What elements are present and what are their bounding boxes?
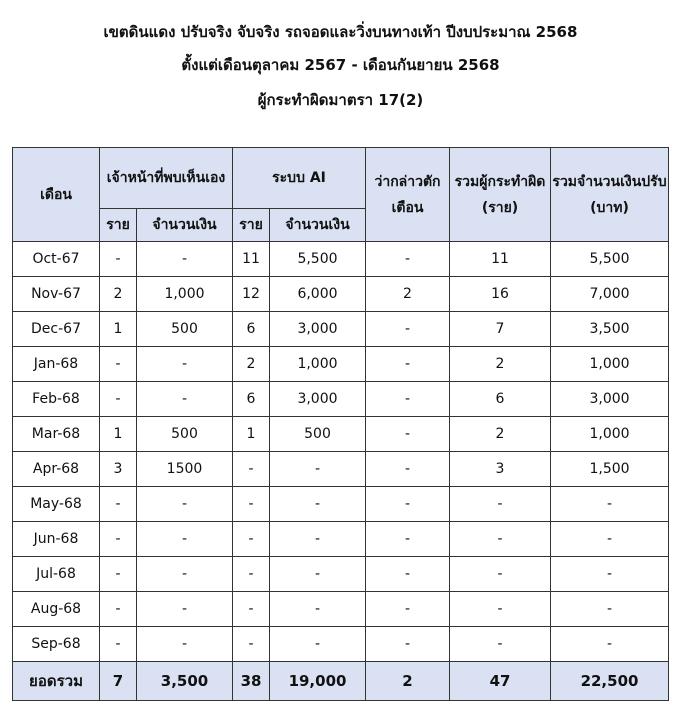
cell-total-amount: - xyxy=(551,557,669,592)
table-row xyxy=(13,487,669,522)
header-ai: ระบบ AI xyxy=(233,148,366,209)
cell-officer-amount: - xyxy=(137,382,233,417)
cell-warning: - xyxy=(366,452,450,487)
cell-officer-amount: - xyxy=(137,557,233,592)
cell-total-amount: 3,000 xyxy=(551,382,669,417)
cell-total-people: 16 xyxy=(450,277,551,312)
cell-officer-amount: 1,000 xyxy=(137,277,233,312)
cell-month: Dec-67 xyxy=(13,312,100,347)
cell-officer-cases: 1 xyxy=(100,312,137,347)
cell-officer-cases: - xyxy=(100,557,137,592)
cell-ai-cases: 11 xyxy=(233,242,270,277)
header-ai-amount: จำนวนเงิน xyxy=(270,209,366,242)
cell-ai-amount: 3,000 xyxy=(270,312,366,347)
cell-total-amount: - xyxy=(551,522,669,557)
cell-ai-amount: - xyxy=(270,487,366,522)
cell-warning: - xyxy=(366,312,450,347)
cell-month: Sep-68 xyxy=(13,627,100,662)
cell-month: Jul-68 xyxy=(13,557,100,592)
cell-warning: 2 xyxy=(366,277,450,312)
cell-month: Nov-67 xyxy=(13,277,100,312)
cell-ai-cases: - xyxy=(233,592,270,627)
cell-total-people: 2 xyxy=(450,347,551,382)
cell-total-amount: - xyxy=(551,487,669,522)
cell-ai-cases: 2 xyxy=(233,347,270,382)
table-row xyxy=(13,452,669,487)
cell-officer-amount: - xyxy=(137,242,233,277)
cell-month: Oct-67 xyxy=(13,242,100,277)
cell-total-amount: 1,000 xyxy=(551,417,669,452)
table-row xyxy=(13,347,669,382)
cell-officer-cases: - xyxy=(100,627,137,662)
cell-ai-cases: 6 xyxy=(233,382,270,417)
cell-month: May-68 xyxy=(13,487,100,522)
header-officer-amount: จำนวนเงิน xyxy=(137,209,233,242)
header-officer-cases: ราย xyxy=(100,209,137,242)
fines-table xyxy=(12,147,669,701)
cell-officer-amount: 500 xyxy=(137,312,233,347)
cell-officer-amount: - xyxy=(137,487,233,522)
cell-warning: - xyxy=(366,487,450,522)
table-row xyxy=(13,417,669,452)
header-total-people: รวมผู้กระทำผิด (ราย) xyxy=(450,148,551,242)
cell-total-people: 11 xyxy=(450,242,551,277)
cell-warning: - xyxy=(366,347,450,382)
cell-warning: - xyxy=(366,382,450,417)
cell-ai-cases: - xyxy=(233,522,270,557)
cell-officer-amount: - xyxy=(137,347,233,382)
cell-ai-cases: 6 xyxy=(233,312,270,347)
cell-warning: - xyxy=(366,592,450,627)
cell-total-amount: 7,000 xyxy=(551,277,669,312)
table-row xyxy=(13,592,669,627)
total-ai-cases: 38 xyxy=(233,662,270,701)
cell-ai-amount: - xyxy=(270,522,366,557)
cell-ai-cases: - xyxy=(233,557,270,592)
table-body xyxy=(13,242,669,662)
table-row xyxy=(13,557,669,592)
cell-total-amount: - xyxy=(551,627,669,662)
cell-ai-amount: 3,000 xyxy=(270,382,366,417)
table-row xyxy=(13,242,669,277)
cell-total-amount: 3,500 xyxy=(551,312,669,347)
cell-ai-amount: 6,000 xyxy=(270,277,366,312)
cell-ai-amount: 5,500 xyxy=(270,242,366,277)
cell-ai-amount: 500 xyxy=(270,417,366,452)
cell-total-people: 7 xyxy=(450,312,551,347)
cell-total-people: 3 xyxy=(450,452,551,487)
cell-total-people: - xyxy=(450,487,551,522)
total-label: ยอดรวม xyxy=(13,662,100,701)
cell-ai-amount: - xyxy=(270,627,366,662)
cell-total-people: - xyxy=(450,627,551,662)
total-row xyxy=(13,662,669,701)
cell-ai-amount: 1,000 xyxy=(270,347,366,382)
cell-total-amount: - xyxy=(551,592,669,627)
cell-month: Feb-68 xyxy=(13,382,100,417)
table-row xyxy=(13,382,669,417)
cell-month: Aug-68 xyxy=(13,592,100,627)
cell-warning: - xyxy=(366,522,450,557)
cell-ai-amount: - xyxy=(270,592,366,627)
cell-warning: - xyxy=(366,627,450,662)
cell-total-people: - xyxy=(450,522,551,557)
total-people: 47 xyxy=(450,662,551,701)
total-officer-cases: 7 xyxy=(100,662,137,701)
title-line-2: ตั้งแต่เดือนตุลาคม 2567 - เดือนกันยายน 2568 xyxy=(181,56,500,74)
cell-officer-amount: 500 xyxy=(137,417,233,452)
table-row xyxy=(13,627,669,662)
header-officer: เจ้าหน้าที่พบเห็นเอง xyxy=(100,148,233,209)
cell-warning: - xyxy=(366,417,450,452)
total-amount: 22,500 xyxy=(551,662,669,701)
cell-ai-amount: - xyxy=(270,557,366,592)
cell-warning: - xyxy=(366,242,450,277)
cell-officer-cases: - xyxy=(100,592,137,627)
cell-officer-amount: - xyxy=(137,627,233,662)
cell-ai-cases: 12 xyxy=(233,277,270,312)
total-warning: 2 xyxy=(366,662,450,701)
cell-total-amount: 5,500 xyxy=(551,242,669,277)
title-line-3: ผู้กระทำผิดมาตรา 17(2) xyxy=(257,91,424,109)
cell-ai-cases: 1 xyxy=(233,417,270,452)
cell-officer-amount: 1500 xyxy=(137,452,233,487)
table-row xyxy=(13,312,669,347)
cell-month: Jun-68 xyxy=(13,522,100,557)
title-line-1: เขตดินแดง ปรับจริง จับจริง รถจอดและวิ่งบนทางเท้า ปีงบประมาณ 2568 xyxy=(103,23,578,41)
cell-officer-cases: 3 xyxy=(100,452,137,487)
cell-ai-cases: - xyxy=(233,627,270,662)
cell-warning: - xyxy=(366,557,450,592)
cell-total-amount: 1,000 xyxy=(551,347,669,382)
total-ai-amount: 19,000 xyxy=(270,662,366,701)
cell-total-amount: 1,500 xyxy=(551,452,669,487)
cell-total-people: - xyxy=(450,592,551,627)
table-row xyxy=(13,522,669,557)
cell-total-people: - xyxy=(450,557,551,592)
cell-ai-cases: - xyxy=(233,452,270,487)
cell-month: Mar-68 xyxy=(13,417,100,452)
cell-ai-cases: - xyxy=(233,487,270,522)
cell-officer-cases: - xyxy=(100,347,137,382)
header-month: เดือน xyxy=(13,148,100,242)
cell-month: Apr-68 xyxy=(13,452,100,487)
cell-officer-cases: - xyxy=(100,522,137,557)
header-total-amount: รวมจำนวนเงินปรับ (บาท) xyxy=(551,148,669,242)
cell-officer-amount: - xyxy=(137,522,233,557)
cell-total-people: 6 xyxy=(450,382,551,417)
table-row xyxy=(13,277,669,312)
cell-officer-cases: 1 xyxy=(100,417,137,452)
cell-officer-amount: - xyxy=(137,592,233,627)
cell-month: Jan-68 xyxy=(13,347,100,382)
cell-officer-cases: - xyxy=(100,242,137,277)
header-ai-cases: ราย xyxy=(233,209,270,242)
cell-officer-cases: - xyxy=(100,382,137,417)
cell-officer-cases: 2 xyxy=(100,277,137,312)
cell-officer-cases: - xyxy=(100,487,137,522)
cell-total-people: 2 xyxy=(450,417,551,452)
total-officer-amount: 3,500 xyxy=(137,662,233,701)
cell-ai-amount: - xyxy=(270,452,366,487)
header-warning: ว่ากล่าวตักเตือน xyxy=(366,148,450,242)
